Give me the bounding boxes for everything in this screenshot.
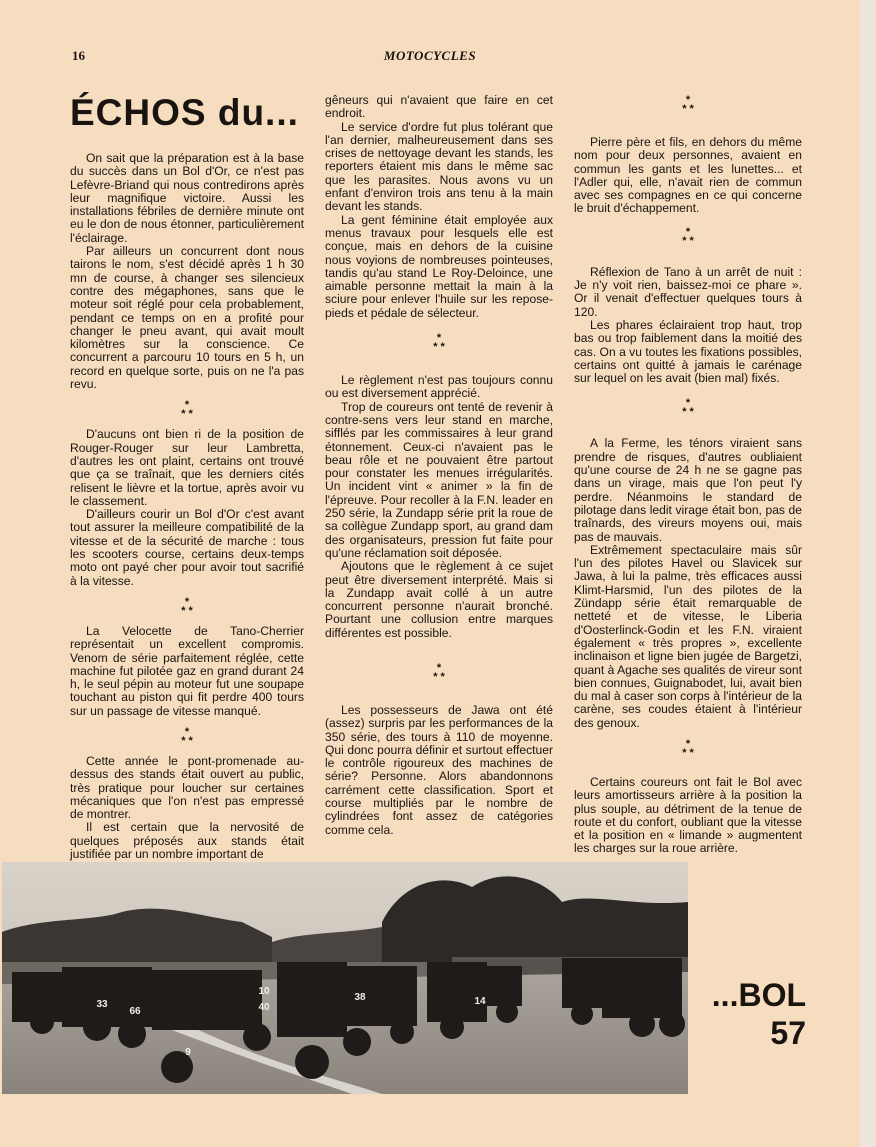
paragraph: La Velocette de Tano-Cherrier représentait un excellent compromis. Venom de série parfaitement réglée, cette machine fut pilotée gaz en grand durant 24 h, le seul pépin au moteur fut une soupape touchant au piston qui fit perdre 400 tours sur un passage de vitesse manqué. bbox=[70, 623, 304, 718]
paragraph: D'aucuns ont bien ri de la position de Rouger-Rouger sur leur Lambretta, d'autres les ont plaint, certains ont trouvé que ça se traînait, que les derniers cités relisent le lièvre et la tortue, après avoir vu le classement. bbox=[70, 427, 304, 508]
running-head: MOTOCYCLES bbox=[383, 48, 477, 63]
page-number: 16 bbox=[72, 48, 85, 63]
paragraph: D'ailleurs courir un Bol d'Or c'est avant tout assurer la meilleure compatibilité de la vitesse et de la sécurité de marche : tous les scooters course, certains deux-temps moto ont payé cher pour avoir tout sacrifié à la vitesse. bbox=[70, 507, 304, 588]
race-number: 66 bbox=[129, 1006, 141, 1017]
paragraph: La gent féminine était employée aux menus travaux pour lesquels elle est conçue, mais en dehors de la cuisine nous voyions de nombreuses pointeuses, tandis qu'au stand Le Roy-Deloince, une aimable personne mettait la main à la sciure pour enlever l'huile sur les repose-pieds et pédale de sélecteur. bbox=[325, 212, 553, 320]
photo-caption bbox=[694, 976, 806, 1052]
paragraph: Les phares éclairaient trop haut, trop bas ou trop faiblement dans la moitié des cas. On a vu toutes les fixations possibles, certains ont quitté à jamais le carénage sur lequel on les avait (bien mal) fixés. bbox=[574, 317, 802, 386]
paragraph: Les possesseurs de Jawa ont été (assez) surpris par les performances de la 350 série, des tours à 110 de moyenne. Qui donc pourra définir et surtout effectuer le contrôle rigoureux des machines de série? Personne. Alors abandonnons carrément cette classification. Sport et course multipliés par le nombre de cylindrées font assez de catégories comme cela. bbox=[325, 702, 553, 837]
separator-stars: * * * bbox=[682, 94, 694, 115]
page-edge bbox=[860, 0, 876, 1147]
article-column-2 bbox=[325, 94, 553, 837]
caption-title: ...BOL bbox=[711, 977, 806, 1013]
paragraph: Réflexion de Tano à un arrêt de nuit : Je n'y voit rien, baissez-moi ce phare ». Or il venait d'effectuer quelques tours à 120. bbox=[574, 264, 802, 319]
paragraph: Trop de coureurs ont tenté de revenir à contre-sens vers leur stand en marche, sifflés par les commissaires à leur grand étonnement. Ceux-ci n'avaient pas le beau rôle et ne pouvaient être partout pour constater les menues irrégularités. Un incident vint « animer » la fin de l'épreuve. Pour recoller à la F.N. leader en 250 série, la Zundapp série prit la roue de sa collègue Zundapp sport, au grand dam des organisateurs, pression fut faite pour qu'une réclamation soit déposée. bbox=[325, 399, 553, 560]
paragraph: Cette année le pont-promenade au-dessus des stands était ouvert au public, très pratique pour loucher sur certaines mécaniques que l'on n'est pas empressé de montrer. bbox=[70, 753, 304, 822]
headline: ÉCHOS du... bbox=[70, 92, 299, 133]
separator-stars: * * * bbox=[682, 737, 694, 759]
paragraph: A la Ferme, les ténors viraient sans prendre de risques, d'autres oubliaient qu'une course de 24 h ne se gagne pas dans un virage, mais que l'on peut l'y perdre. Néanmoins le standard de pilotage dans ledit virage était bon, pas de traînards, des vireurs moyens oui, mais pas de mauvais. bbox=[574, 436, 802, 544]
separator-stars: * * * bbox=[433, 332, 445, 354]
race-number: 38 bbox=[354, 992, 366, 1003]
race-number: 33 bbox=[96, 999, 108, 1010]
paragraph: Il est certain que la nervosité de quelques préposés aux stands était justifiée par un nombre important de bbox=[70, 820, 304, 862]
article-column-3 bbox=[574, 92, 802, 856]
paragraph: Le règlement n'est pas toujours connu ou est diversement apprécié. bbox=[325, 373, 553, 401]
race-number: 14 bbox=[474, 996, 486, 1007]
paragraph: Ajoutons que le règlement à ce sujet peut être diversement interprété. Mais si la Zundapp avait collé à un autre concurrent personne n'aurait bronché. Pourtant une collusion entre marques différentes est possible. bbox=[325, 559, 553, 640]
paragraph: Extrêmement spectaculaire mais sûr l'un des pilotes Havel ou Slavicek sur Jawa, à lui la palme, très efficaces aussi Klimt-Harsmid, l'un des pilotes de la Zündapp série était remarquable de netteté et de vitesse, le Liberia d'Oosterlinck-Godin et les F.N. viraient également « très propres », excellente inclinaison et ligne bien jugée de Bargetzi, quant à Agache ses qualités de vireur sont bien connues, Guignabodet, lui, avait bien du mal à caser son corps à l'intérieur de la carène, ses coudes étaient à l'intérieur des genoux. bbox=[574, 542, 802, 730]
race-number: 9 bbox=[185, 1047, 191, 1058]
separator-stars: * * * bbox=[682, 397, 694, 419]
article-column-1 bbox=[70, 152, 304, 861]
separator-stars: * * * bbox=[181, 399, 193, 421]
paragraph: Le service d'ordre fut plus tolérant que l'an dernier, malheureusement dans ses crises de nettoyage devant les stands, les reporters étaient mis dans le même sac que les parasites. Nous avons vu un enfant d'environ trois ans tenu à la main devant les stands. bbox=[325, 119, 553, 214]
paragraph: On sait que la préparation est à la base du succès dans un Bol d'Or, ce n'est pas Lefèvre-Briand qui nous contredirons après leur magnifique victoire. Aussi les installations fébriles de dernière minute ont eu le don de nous étonner, particulièrement l'éclairage. bbox=[70, 151, 304, 245]
race-number: 40 bbox=[258, 1002, 270, 1013]
race-number: 10 bbox=[258, 986, 270, 997]
separator-stars: * * * bbox=[682, 225, 694, 247]
race-start-photo bbox=[2, 862, 688, 1094]
paragraph: Certains coureurs ont fait le Bol avec leurs amortisseurs arrière à la position la plus souple, au détriment de la tenue de route et du confort, oubliant que la vitesse et la position en « limande » augmentent les charges sur la roue arrière. bbox=[574, 774, 802, 856]
paragraph: gêneurs qui n'avaient que faire en cet endroit. bbox=[325, 93, 553, 121]
paragraph: Pierre père et fils, en dehors du même nom pour deux personnes, avaient en commun les gants et les lunettes... et l'Adler qui, elle, n'avait rien de commun avec ses compagnes en ce qui concerne le bruit d'échappement. bbox=[574, 135, 802, 216]
paragraph: Par ailleurs un concurrent dont nous tairons le nom, s'est décidé après 1 h 30 mn de course, à changer ses silencieux contre des mégaphones, sans que le moteur soit réglé pour cela probablement, pendant ce temps on en a profité pour changer le pneu avant, qui avait moult kilomètres sur la conscience. Ce concurrent a parcouru 10 tours en 5 h, un record en quelque sorte, puis on ne l'a pas revu. bbox=[70, 244, 304, 392]
separator-stars: * * * bbox=[433, 661, 445, 683]
separator-stars: * * * bbox=[181, 725, 193, 747]
caption-year: 57 bbox=[770, 1015, 806, 1051]
separator-stars: * * * bbox=[181, 595, 193, 617]
